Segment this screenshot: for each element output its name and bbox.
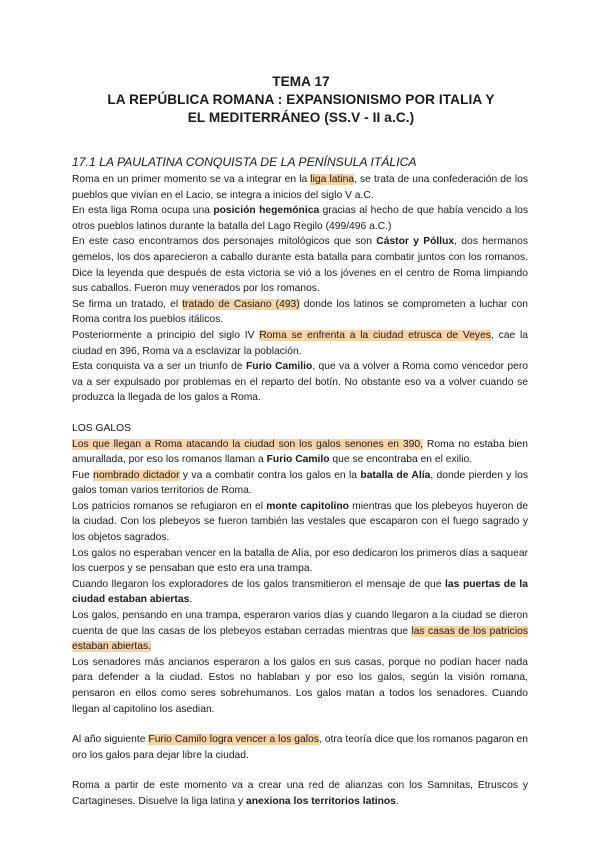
paragraph: Se firma un tratado, el tratado de Casiano (493) donde los latinos se comprometen a luchar con Roma contra los pueblos itálicos. <box>72 298 528 326</box>
title-line-1: TEMA 17 <box>272 74 330 89</box>
paragraph: Cuando llegaron los exploradores de los galos transmitieron el mensaje de que las puertas de la ciudad estaban abiertas. <box>72 578 528 606</box>
paragraph: En esta liga Roma ocupa una posición hegemónica gracias al hecho de que había vencido a los otros pueblos latinos durante la batalla del Lago Regilo (499/496 a.C.) <box>72 205 529 232</box>
highlight: liga latina <box>310 174 355 185</box>
document-title <box>72 73 530 127</box>
paragraph: Los que llegan a Roma atacando la ciudad son los galos senones en 390, Roma no estaba bien amurallada, por eso los romanos llaman a Furio Camilo que se encontraba en el exilio. <box>72 438 528 466</box>
paragraph: Roma en un primer momento se va a integrar en la liga latina, se trata de una confederación de los pueblos que vivían en el Lacio, se integra a inicios del siglo V a.C. <box>72 174 528 201</box>
highlight: las casas de los patricios estaban abiertas. <box>72 625 528 653</box>
bold-term: anexiona los territorios latinos <box>246 795 396 807</box>
paragraph: Posteriormente a principio del siglo IV Roma se enfrenta a la ciudad etrusca de Veyes, cae la ciudad en 396, Roma va a esclavizar la población. <box>72 329 528 357</box>
paragraph: Los senadores más ancianos esperaron a los galos en sus casas, porque no podían hacer nada para defender a la ciudad. Estos no hablaban y por eso los galos, según la visión romana, pensaron en ellos como seres sobrehumanos. Los galos matan a todos los senadores. Cuando llegan al capitolino los asedian. <box>72 656 528 715</box>
section-heading-conquista: 17.1 LA PAULATINA CONQUISTA DE LA PENÍNSULA ITÁLICA <box>72 155 417 169</box>
highlight: tratado de Casiano (493) <box>182 298 300 310</box>
document-body <box>72 154 528 810</box>
paragraph: Fue nombrado dictador y va a combatir contra los galos en la batalla de Alía, donde pierden y los galos toman varios territorios de Roma. <box>72 469 528 497</box>
highlight: nombrado dictador <box>93 469 180 481</box>
title-line-3: EL MEDITERRÁNEO (SS.V - II a.C.) <box>187 110 415 125</box>
highlight: Furio Camilo logra vencer a los galos <box>148 734 319 746</box>
paragraph: Los patricios romanos se refugiaron en el monte capitolino mientras que los plebeyos huyeron de la ciudad. Con los plebeyos se fueron también las vestales que escaparon con el fuego sagrado y los objetos sagrados. <box>72 500 528 544</box>
paragraph: Roma a partir de este momento va a crear una red de alianzas con los Samnitas, Etruscos y Cartagineses. Disuelve la liga latina y anexiona los territorios latinos. <box>72 780 528 807</box>
bold-term: posición hegemónica <box>213 205 320 217</box>
paragraph: Los galos, pensando en una trampa, esperaron varios días y cuando llegaron a la ciudad se dieron cuenta de que las casas de los plebeyos estaban cerradas mientras que las casas de los patricios estaban abiertas. <box>72 610 528 653</box>
highlight: Roma se enfrenta a la ciudad etrusca de Veyes <box>259 329 491 341</box>
paragraph: En este caso encontramos dos personajes mitológicos que son Cástor y Póllux, dos hermanos gemelos, los dos aparecieron a caballo durante esta batalla para combatir juntos con los romanos. Dice la leyenda que después de esta victoria se vió a los jóvenes en el centro de Roma limpiando sus caballos. Fueron muy venerados por los romanos. <box>72 236 528 295</box>
bold-term: Furio Camilio <box>246 361 313 373</box>
paragraph: Esta conquista va a ser un triunfo de Furio Camilio, que va a volver a Roma como vencedor pero va a ser expulsado por problemas en el reparto del botín. No obstante eso va a volver cuando se produzca la llegada de los galos a Roma. <box>72 361 528 404</box>
bold-term: Furio Camilo <box>266 454 330 466</box>
bold-term: las puertas de la ciudad estaban abiertas <box>72 578 528 606</box>
section-heading-galos: LOS GALOS <box>72 422 131 434</box>
paragraph: Al año siguiente Furio Camilo logra vencer a los galos, otra teoría dice que los romanos pagaron en oro los galos para dejar libre la ciudad. <box>72 734 528 761</box>
title-line-2: LA REPÚBLICA ROMANA : EXPANSIONISMO POR ITALIA Y <box>107 92 495 107</box>
bold-term: Cástor y Póllux <box>376 236 455 248</box>
bold-term: batalla de Alía <box>360 469 431 481</box>
highlight: Los que llegan a Roma atacando la ciudad son los galos senones en 390, <box>72 438 423 450</box>
paragraph: Los galos no esperaban vencer en la batalla de Alía, por eso dedicaron los primeros días a saquear los cuerpos y se pensaban que esto era una trampa. <box>72 547 528 575</box>
bold-term: monte capitolino <box>266 500 349 512</box>
